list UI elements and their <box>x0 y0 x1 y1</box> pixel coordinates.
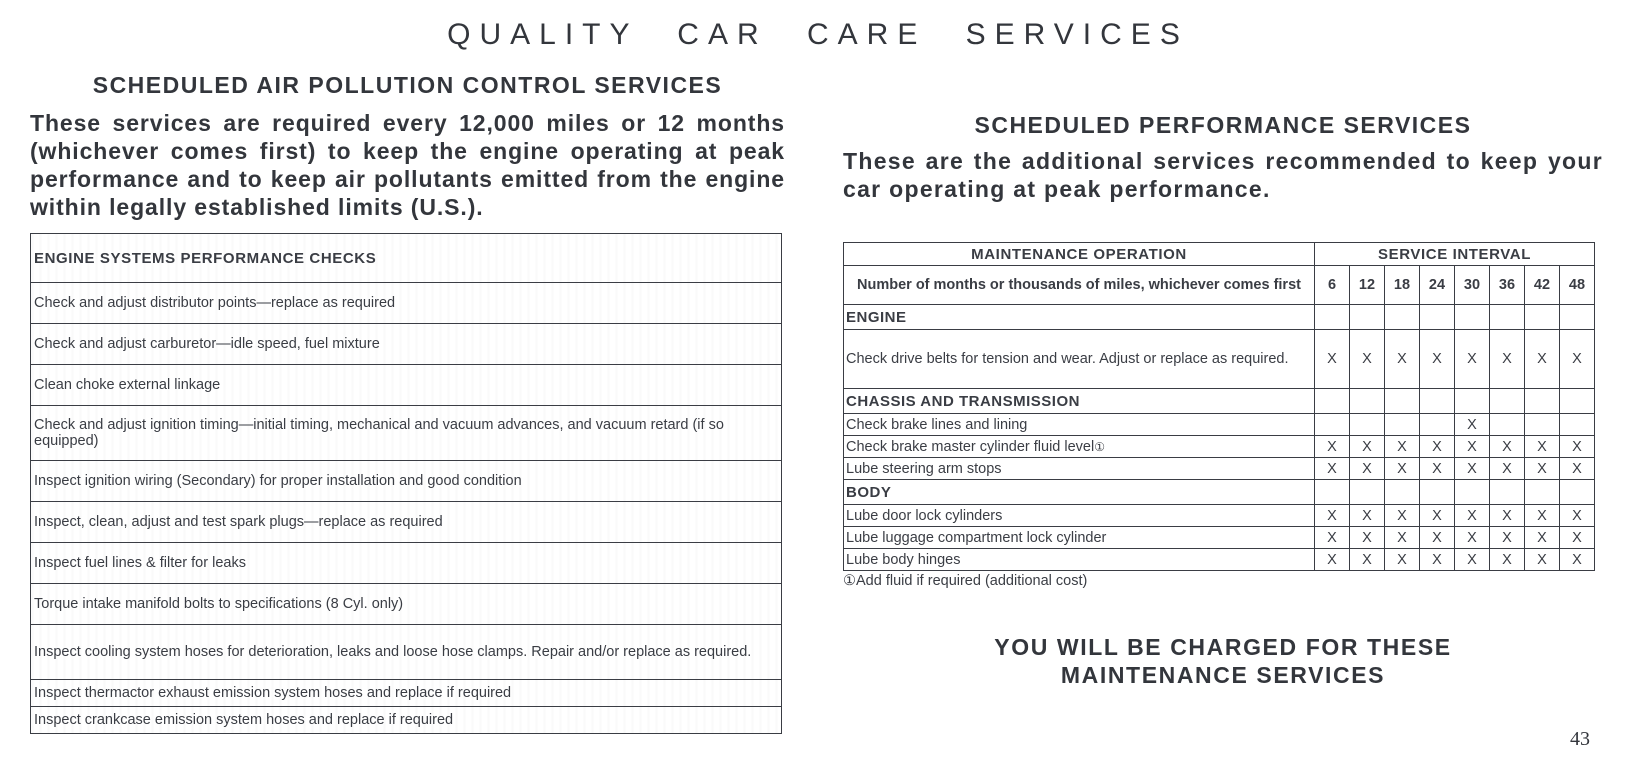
interval-mark: X <box>1490 330 1525 389</box>
interval-mark: X <box>1420 505 1455 527</box>
empty-cell <box>1455 480 1490 505</box>
performance-intro: These are the additional services recommended to keep your car operating at peak performance. <box>843 148 1603 202</box>
empty-cell <box>1455 389 1490 414</box>
interval-mark: X <box>1315 458 1350 480</box>
interval-mark: X <box>1455 527 1490 549</box>
interval-mark: X <box>1315 330 1350 389</box>
engine-checks-header: ENGINE SYSTEMS PERFORMANCE CHECKS <box>31 234 782 283</box>
interval-column-header: 18 <box>1385 266 1420 305</box>
charged-line: MAINTENANCE SERVICES <box>1060 662 1386 688</box>
interval-mark: X <box>1560 505 1595 527</box>
operation-label: Lube body hinges <box>846 551 961 568</box>
interval-mark: X <box>1525 527 1560 549</box>
interval-mark: X <box>1420 458 1455 480</box>
check-row: Torque intake manifold bolts to specifications (8 Cyl. only) <box>31 584 782 625</box>
interval-mark: X <box>1455 505 1490 527</box>
operation-cell <box>844 527 1315 549</box>
group-label: CHASSIS AND TRANSMISSION <box>844 389 1315 414</box>
check-row: Check and adjust distributor points—replace as required <box>31 283 782 324</box>
group-row <box>844 389 1595 414</box>
interval-mark: X <box>1455 414 1490 436</box>
operation-cell <box>844 436 1315 458</box>
check-row: Inspect ignition wiring (Secondary) for proper installation and good condition <box>31 461 782 502</box>
interval-mark: X <box>1525 330 1560 389</box>
interval-mark <box>1490 414 1525 436</box>
interval-mark: X <box>1350 549 1385 571</box>
operation-cell <box>844 505 1315 527</box>
interval-mark: X <box>1315 505 1350 527</box>
check-row: Check and adjust carburetor—idle speed, fuel mixture <box>31 324 782 365</box>
empty-cell <box>1420 305 1455 330</box>
group-row <box>844 305 1595 330</box>
interval-mark: X <box>1420 549 1455 571</box>
table-row <box>844 527 1595 549</box>
empty-cell <box>1525 480 1560 505</box>
interval-mark: X <box>1385 505 1420 527</box>
maintenance-operation-header: MAINTENANCE OPERATION <box>844 243 1315 266</box>
check-row: Inspect crankcase emission system hoses and replace if required <box>31 707 782 734</box>
operation-label: Lube door lock cylinders <box>846 507 1003 524</box>
empty-cell <box>1490 305 1525 330</box>
service-interval-table <box>843 242 1595 571</box>
check-row: Check and adjust ignition timing—initial timing, mechanical and vacuum advances, and vacuum retard (if so equipped) <box>31 406 782 461</box>
operation-cell <box>844 330 1315 389</box>
interval-mark: X <box>1350 436 1385 458</box>
interval-mark: X <box>1385 330 1420 389</box>
interval-mark: X <box>1560 330 1595 389</box>
empty-cell <box>1315 305 1350 330</box>
page-title: QUALITY CAR CARE SERVICES <box>447 18 1189 51</box>
interval-column-header: 30 <box>1455 266 1490 305</box>
empty-cell <box>1315 389 1350 414</box>
empty-cell <box>1350 389 1385 414</box>
table-row <box>844 436 1595 458</box>
interval-mark <box>1525 414 1560 436</box>
interval-mark: X <box>1315 436 1350 458</box>
interval-column-header: 42 <box>1525 266 1560 305</box>
empty-cell <box>1385 389 1420 414</box>
performance-section <box>843 112 1603 689</box>
interval-mark: X <box>1560 436 1595 458</box>
air-pollution-section <box>30 72 785 734</box>
empty-cell <box>1420 389 1455 414</box>
interval-mark: X <box>1350 458 1385 480</box>
check-row: Inspect cooling system hoses for deterioration, leaks and loose hose clamps. Repair and/or replace as required. <box>31 625 782 680</box>
operation-cell <box>844 458 1315 480</box>
empty-cell <box>1385 480 1420 505</box>
interval-mark: X <box>1350 527 1385 549</box>
interval-mark: X <box>1315 549 1350 571</box>
empty-cell <box>1490 480 1525 505</box>
interval-description: Number of months or thousands of miles, whichever comes first <box>844 266 1315 305</box>
interval-mark: X <box>1315 527 1350 549</box>
group-row <box>844 480 1595 505</box>
interval-mark <box>1420 414 1455 436</box>
interval-column-header: 6 <box>1315 266 1350 305</box>
interval-mark: X <box>1420 527 1455 549</box>
empty-cell <box>1455 305 1490 330</box>
service-interval-header: SERVICE INTERVAL <box>1315 243 1595 266</box>
page-number: 43 <box>1570 728 1590 750</box>
interval-mark: X <box>1525 436 1560 458</box>
interval-mark: X <box>1525 549 1560 571</box>
performance-heading: SCHEDULED PERFORMANCE SERVICES <box>974 112 1472 138</box>
table-row <box>844 505 1595 527</box>
interval-mark: X <box>1490 549 1525 571</box>
interval-mark: X <box>1385 527 1420 549</box>
interval-mark: X <box>1490 505 1525 527</box>
charged-line: YOU WILL BE CHARGED FOR THESE <box>994 634 1452 660</box>
operation-label: Check drive belts for tension and wear. Adjust or replace as required. <box>846 350 1289 367</box>
operation-cell <box>844 549 1315 571</box>
empty-cell <box>1420 480 1455 505</box>
interval-mark: X <box>1560 527 1595 549</box>
group-label: BODY <box>844 480 1315 505</box>
interval-mark: X <box>1385 436 1420 458</box>
interval-mark: X <box>1490 527 1525 549</box>
interval-mark <box>1350 414 1385 436</box>
check-row: Inspect thermactor exhaust emission system hoses and replace if required <box>31 680 782 707</box>
interval-column-header: 48 <box>1560 266 1595 305</box>
table-row <box>844 414 1595 436</box>
interval-mark: X <box>1560 458 1595 480</box>
empty-cell <box>1560 480 1595 505</box>
operation-label: Check brake lines and lining <box>846 416 1028 433</box>
interval-mark: X <box>1490 458 1525 480</box>
interval-mark: X <box>1455 458 1490 480</box>
footnote-marker: ① <box>1094 439 1105 454</box>
interval-mark: X <box>1525 458 1560 480</box>
operation-label: Check brake master cylinder fluid level <box>846 438 1095 455</box>
interval-mark: X <box>1350 330 1385 389</box>
empty-cell <box>1560 305 1595 330</box>
check-row: Inspect, clean, adjust and test spark plugs—replace as required <box>31 502 782 543</box>
interval-mark: X <box>1455 436 1490 458</box>
interval-mark: X <box>1455 549 1490 571</box>
interval-mark <box>1560 414 1595 436</box>
empty-cell <box>1560 389 1595 414</box>
engine-checks-table <box>30 233 782 734</box>
air-pollution-heading: SCHEDULED AIR POLLUTION CONTROL SERVICES <box>92 72 723 98</box>
interval-mark <box>1385 414 1420 436</box>
empty-cell <box>1525 389 1560 414</box>
interval-mark: X <box>1490 436 1525 458</box>
interval-mark: X <box>1525 505 1560 527</box>
empty-cell <box>1315 480 1350 505</box>
check-row: Clean choke external linkage <box>31 365 782 406</box>
group-label: ENGINE <box>844 305 1315 330</box>
air-pollution-intro: These services are required every 12,000 miles or 12 months (whichever comes first) to keep the engine operating at peak performance and to keep air pollutants emitted from the engine within legally established limits (U.S.). <box>30 110 785 220</box>
interval-mark: X <box>1350 505 1385 527</box>
empty-cell <box>1385 305 1420 330</box>
interval-mark: X <box>1455 330 1490 389</box>
empty-cell <box>1350 480 1385 505</box>
interval-mark <box>1315 414 1350 436</box>
interval-mark: X <box>1385 549 1420 571</box>
interval-mark: X <box>1560 549 1595 571</box>
empty-cell <box>1525 305 1560 330</box>
table-row <box>844 330 1595 389</box>
empty-cell <box>1350 305 1385 330</box>
operation-label: Lube luggage compartment lock cylinder <box>846 529 1107 546</box>
footnote: ①Add fluid if required (additional cost) <box>843 573 1088 589</box>
interval-column-header: 24 <box>1420 266 1455 305</box>
charged-notice <box>843 633 1603 689</box>
interval-mark: X <box>1385 458 1420 480</box>
table-row <box>844 549 1595 571</box>
table-row <box>844 458 1595 480</box>
interval-column-header: 12 <box>1350 266 1385 305</box>
interval-mark: X <box>1420 436 1455 458</box>
operation-label: Lube steering arm stops <box>846 460 1002 477</box>
empty-cell <box>1490 389 1525 414</box>
interval-mark: X <box>1420 330 1455 389</box>
operation-cell <box>844 414 1315 436</box>
check-row: Inspect fuel lines & filter for leaks <box>31 543 782 584</box>
interval-column-header: 36 <box>1490 266 1525 305</box>
